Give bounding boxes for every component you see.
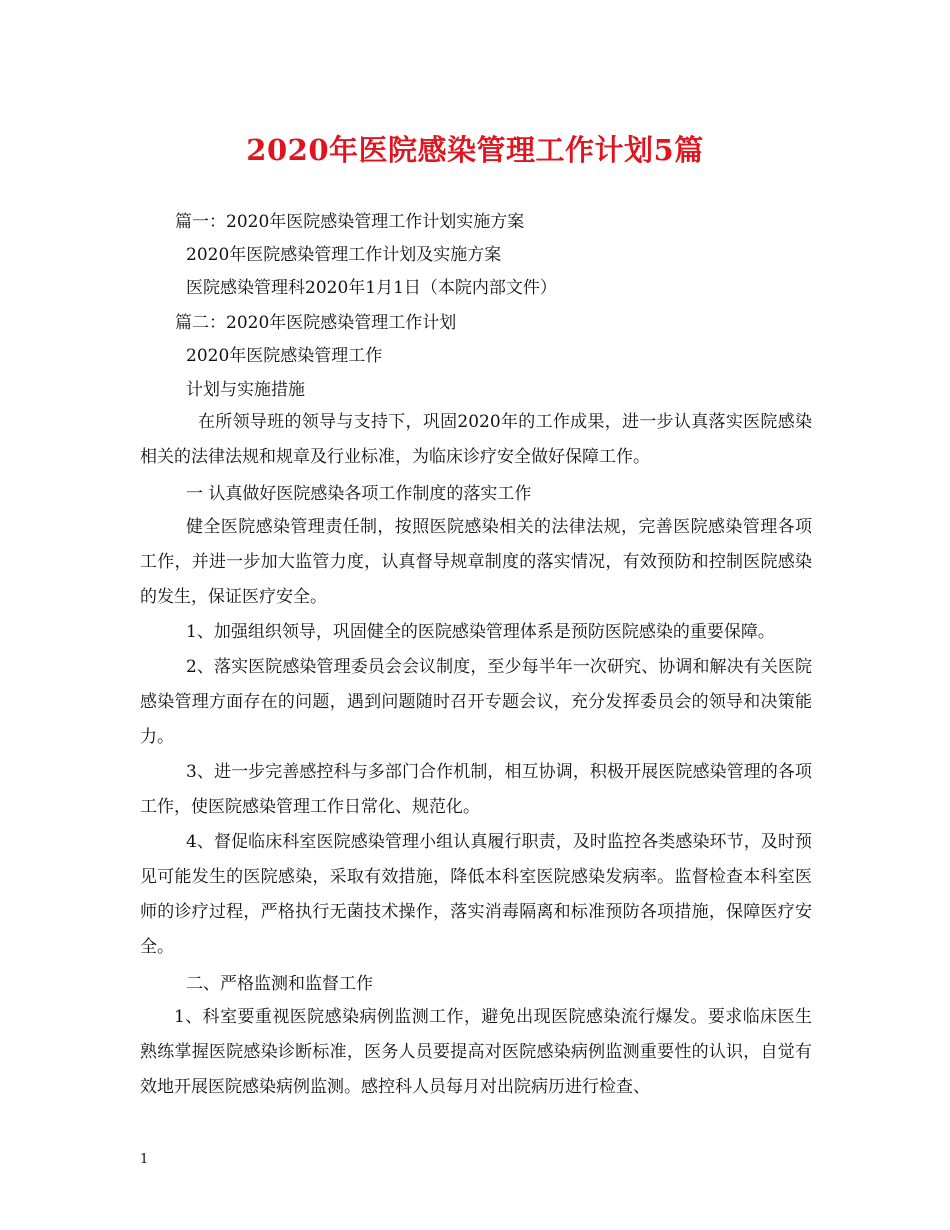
issuer-line: 医院感染管理科2020年1月1日（本院内部文件） [186,278,557,298]
document-title: 2020年医院感染管理工作计划5篇 [246,133,704,167]
paragraph-item-4: 4、督促临床科室医院感染管理小组认真履行职责，及时监控各类感染环节，及时预见可能发生的医院感染，采取有效措施，降低本科室医院感染发病率。监督检查本科室医师的诊疗过程，严格执行无菌技术操作，落实消毒隔离和标准预防各项措施，保障医疗安全。 [140,832,812,957]
heading-two: 二、严格监测和监督工作 [186,974,373,994]
paragraph-monitoring: 1、科室要重视医院感染病例监测工作，避免出现医院感染流行爆发。要求临床医生熟练掌握医院感染诊断标准，医务人员要提高对医院感染病例监测重要性的认识，自觉有效地开展医院感染病例监测。感控科人员每月对出院病历进行检查、 [140,1007,812,1097]
paragraph-item-1: 1、加强组织领导，巩固健全的医院感染管理体系是预防医院感染的重要保障。 [186,622,775,642]
measures-title-line: 计划与实施措施 [186,380,305,400]
paragraph-item-3: 3、进一步完善感控科与多部门合作机制，相互协调，积极开展医院感染管理的各项工作，使医院感染管理工作日常化、规范化。 [140,762,812,817]
intro-paragraph: 在所领导班的领导与支持下，巩固2020年的工作成果，进一步认真落实医院感染相关的法律法规和规章及行业标准，为临床诊疗安全做好保障工作。 [140,412,812,467]
section-heading-part-one: 篇一：2020年医院感染管理工作计划实施方案 [175,212,525,232]
paragraph-item-2: 2、落实医院感染管理委员会会议制度，至少每半年一次研究、协调和解决有关医院感染管理方面存在的问题，遇到问题随时召开专题会议，充分发挥委员会的领导和决策能力。 [140,657,812,747]
work-title-line: 2020年医院感染管理工作 [186,346,383,366]
section-heading-part-two: 篇二：2020年医院感染管理工作计划 [175,313,457,333]
heading-one: 一 认真做好医院感染各项工作制度的落实工作 [186,484,532,504]
paragraph-responsibility: 健全医院感染管理责任制，按照医院感染相关的法律法规，完善医院感染管理各项工作，并进一步加大监管力度，认真督导规章制度的落实情况，有效预防和控制医院感染的发生，保证医疗安全。 [140,517,812,607]
plan-subtitle: 2020年医院感染管理工作计划及实施方案 [186,245,502,265]
page-number: 1 [140,1152,149,1167]
